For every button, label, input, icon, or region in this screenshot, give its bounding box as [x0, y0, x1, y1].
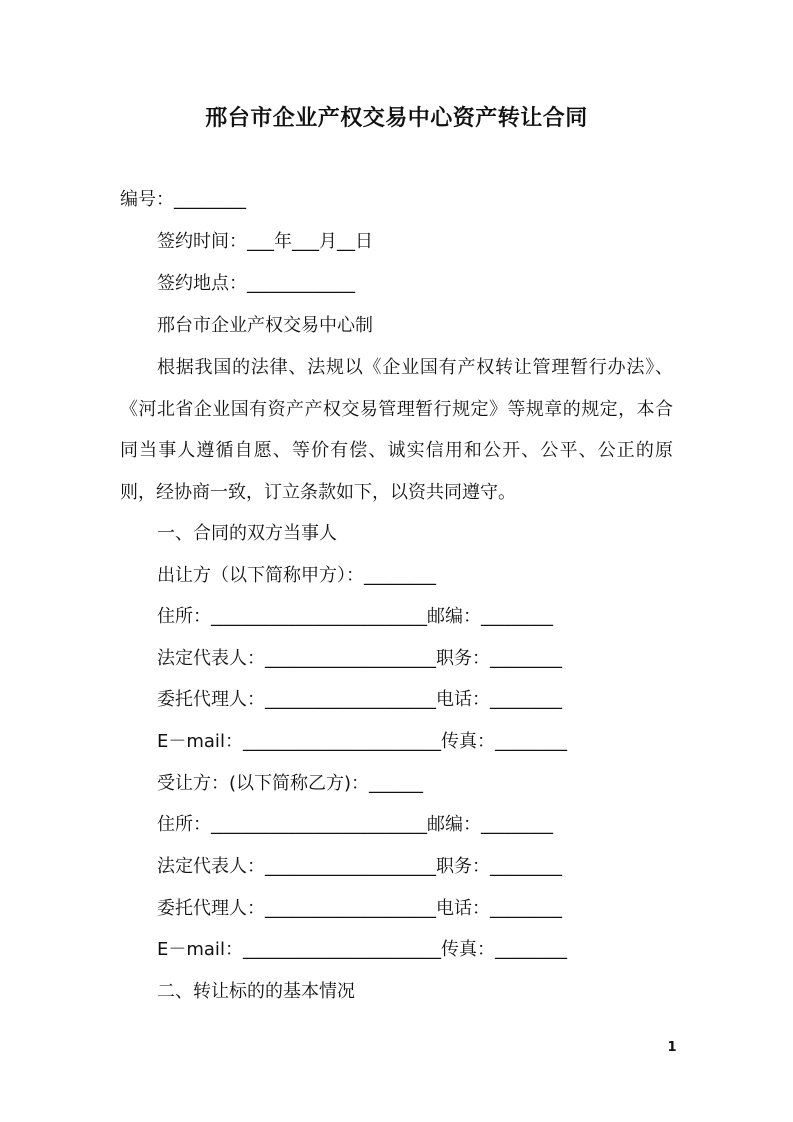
sign-place-line: 签约地点：____________: [157, 273, 355, 294]
section-heading-parties: 一、合同的双方当事人: [157, 523, 337, 544]
serial-number-line: 编号：________: [120, 189, 246, 210]
party-a-representative-line: 法定代表人：___________________职务：________: [157, 648, 562, 669]
party-a-address-line: 住所：________________________邮编：________: [157, 606, 553, 627]
party-b-agent-line: 委托代理人：___________________电话：________: [157, 898, 562, 919]
party-b-heading: 受让方：(以下简称乙方)：______: [157, 773, 424, 794]
issuer-line: 邢台市企业产权交易中心制: [157, 315, 373, 336]
party-b-address-line: 住所：________________________邮编：________: [157, 814, 553, 835]
party-a-agent-line: 委托代理人：___________________电话：________: [157, 689, 562, 710]
section-heading-subject: 二、转让标的的基本情况: [157, 981, 355, 1002]
document-title: 邢台市企业产权交易中心资产转让合同: [205, 106, 588, 131]
party-a-heading: 出让方（以下简称甲方）：________: [157, 565, 436, 586]
party-b-email-line: E－mail：______________________传真：________: [157, 939, 567, 960]
page-number: 1: [667, 1040, 677, 1055]
party-a-email-line: E－mail：______________________传真：________: [157, 731, 567, 752]
preamble-paragraph: 根据我国的法律、法规以《企业国有产权转让管理暂行办法》、《河北省企业国有资产产权交易管理暂行规定》等规章的规定，本合同当事人遵循自愿、等价有偿、诚实信用和公开、公平、公正的原则，经协商一致，订立条款如下，以资共同遵守。: [120, 357, 673, 503]
sign-date-line: 签约时间：___年___月__日: [157, 231, 373, 252]
party-b-representative-line: 法定代表人：___________________职务：________: [157, 856, 562, 877]
